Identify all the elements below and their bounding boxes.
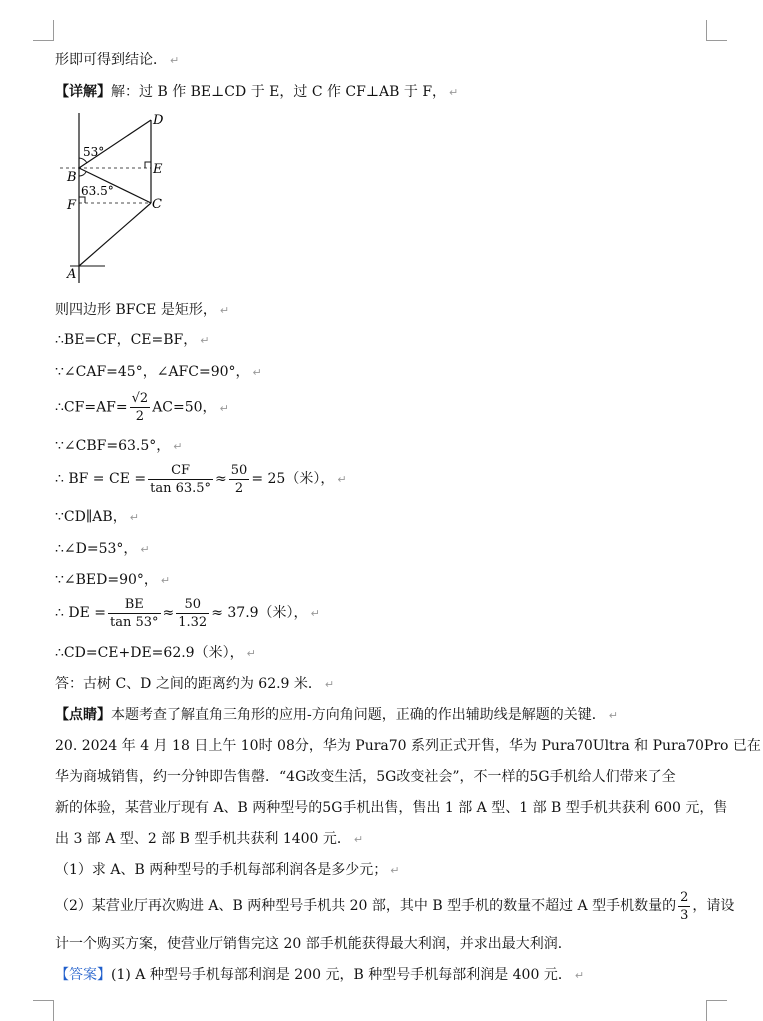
fraction-2-over-3: $\frac{2}{3}$ <box>680 889 689 923</box>
text-line-caf: ∵∠CAF=45°，∠AFC=90°， ↵ <box>55 364 262 380</box>
problem-20-part-2: （2）某营业厅再次购进 A、B 两种型号手机共 20 部，其中 B 型手机的数量不超过 A 型手机数量的 $\frac{2}{3}$ ，请设 <box>55 889 735 923</box>
problem-20-line-4: 出 3 部 A 型、2 部 B 型手机共获利 1400 元． ↵ <box>55 831 364 847</box>
text-line-be-cf: ∴BE=CF，CE=BF， ↵ <box>55 332 210 348</box>
label-E: E <box>153 162 163 177</box>
answer-tag: 【答案】 <box>55 967 111 983</box>
geometry-figure <box>55 108 175 288</box>
text-line-1: 形即可得到结论． ↵ <box>55 52 180 68</box>
answer-line: 【答案】(1) A 种型号手机每部利润是 200 元，B 种型号手机每部利润是 400 元． ↵ <box>55 967 585 983</box>
answer-sentence: 答：古树 C、D 之间的距离约为 62.9 米． ↵ <box>55 676 335 692</box>
equation-de: ∴ DE = $\frac{BE}{\tan 53^\circ}$ ≈ $\frac{50}{1.32}$ ≈ 37.9（米）， ↵ <box>55 596 320 630</box>
label-F: F <box>67 198 77 213</box>
text-line-rect: 则四边形 BFCE 是矩形， ↵ <box>55 302 230 318</box>
problem-20-line-1: 20. 2024 年 4 月 18 日上午 10时 08分，华为 Pura70 系列正式开售，华为 Pura70Ultra 和 Pura70Pro 已在 <box>55 738 761 754</box>
fraction-sqrt2-over-2: $\frac{√2}{2}$ <box>131 391 149 424</box>
corner-mark-top-right <box>706 20 727 41</box>
corner-mark-top-left <box>33 20 54 41</box>
text-line-angle-d: ∴∠D=53°， ↵ <box>55 541 150 557</box>
label-D: D <box>153 113 164 128</box>
label-C: C <box>152 197 162 212</box>
text-line-cbf: ∵∠CBF=63.5°， ↵ <box>55 438 183 454</box>
angle-63-5: 63.5° <box>81 184 114 198</box>
detail-line: 【详解】解：过 B 作 BE⊥CD 于 E，过 C 作 CF⊥AB 于 F， ↵ <box>55 84 459 100</box>
key-point-line: 【点睛】本题考查了解直角三角形的应用-方向角问题，正确的作出辅助线是解题的关键． ↵ <box>55 707 618 723</box>
text-line-cd-parallel: ∵CD∥AB， ↵ <box>55 509 139 525</box>
text-line-cd-total: ∴CD=CE+DE=62.9（米）， ↵ <box>55 645 256 661</box>
problem-20-line-3: 新的体验，某营业厅现有 A、B 两种型号的5G手机出售，售出 1 部 A 型、1 部 B 型手机共获利 600 元，售 <box>55 800 728 816</box>
problem-20-part-1: （1）求 A、B 两种型号的手机每部利润各是多少元； ↵ <box>55 862 400 878</box>
angle-53: 53° <box>83 145 105 159</box>
label-B: B <box>67 170 77 185</box>
detail-tag: 【详解】 <box>55 84 111 100</box>
text-line-bed: ∵∠BED=90°， ↵ <box>55 572 171 588</box>
problem-20-line-2: 华为商城销售，约一分钟即告售罄．“4G改变生活，5G改变社会”，不一样的5G手机给人们带来了全 <box>55 769 676 785</box>
equation-bf-ce: ∴ BF = CE = $\frac{CF}{\tan 63.5^\circ}$ ≈ $\frac{50}{2}$ = 25（米）， ↵ <box>55 462 347 496</box>
problem-20-part-2-cont: 计一个购买方案，使营业厅销售完这 20 部手机能获得最大利润，并求出最大利润． <box>55 936 572 952</box>
key-point-tag: 【点睛】 <box>55 707 111 723</box>
text-line-cf-af: ∴CF=AF= $\frac{√2}{2}$ AC=50， ↵ <box>55 391 229 424</box>
label-A: A <box>67 267 77 282</box>
